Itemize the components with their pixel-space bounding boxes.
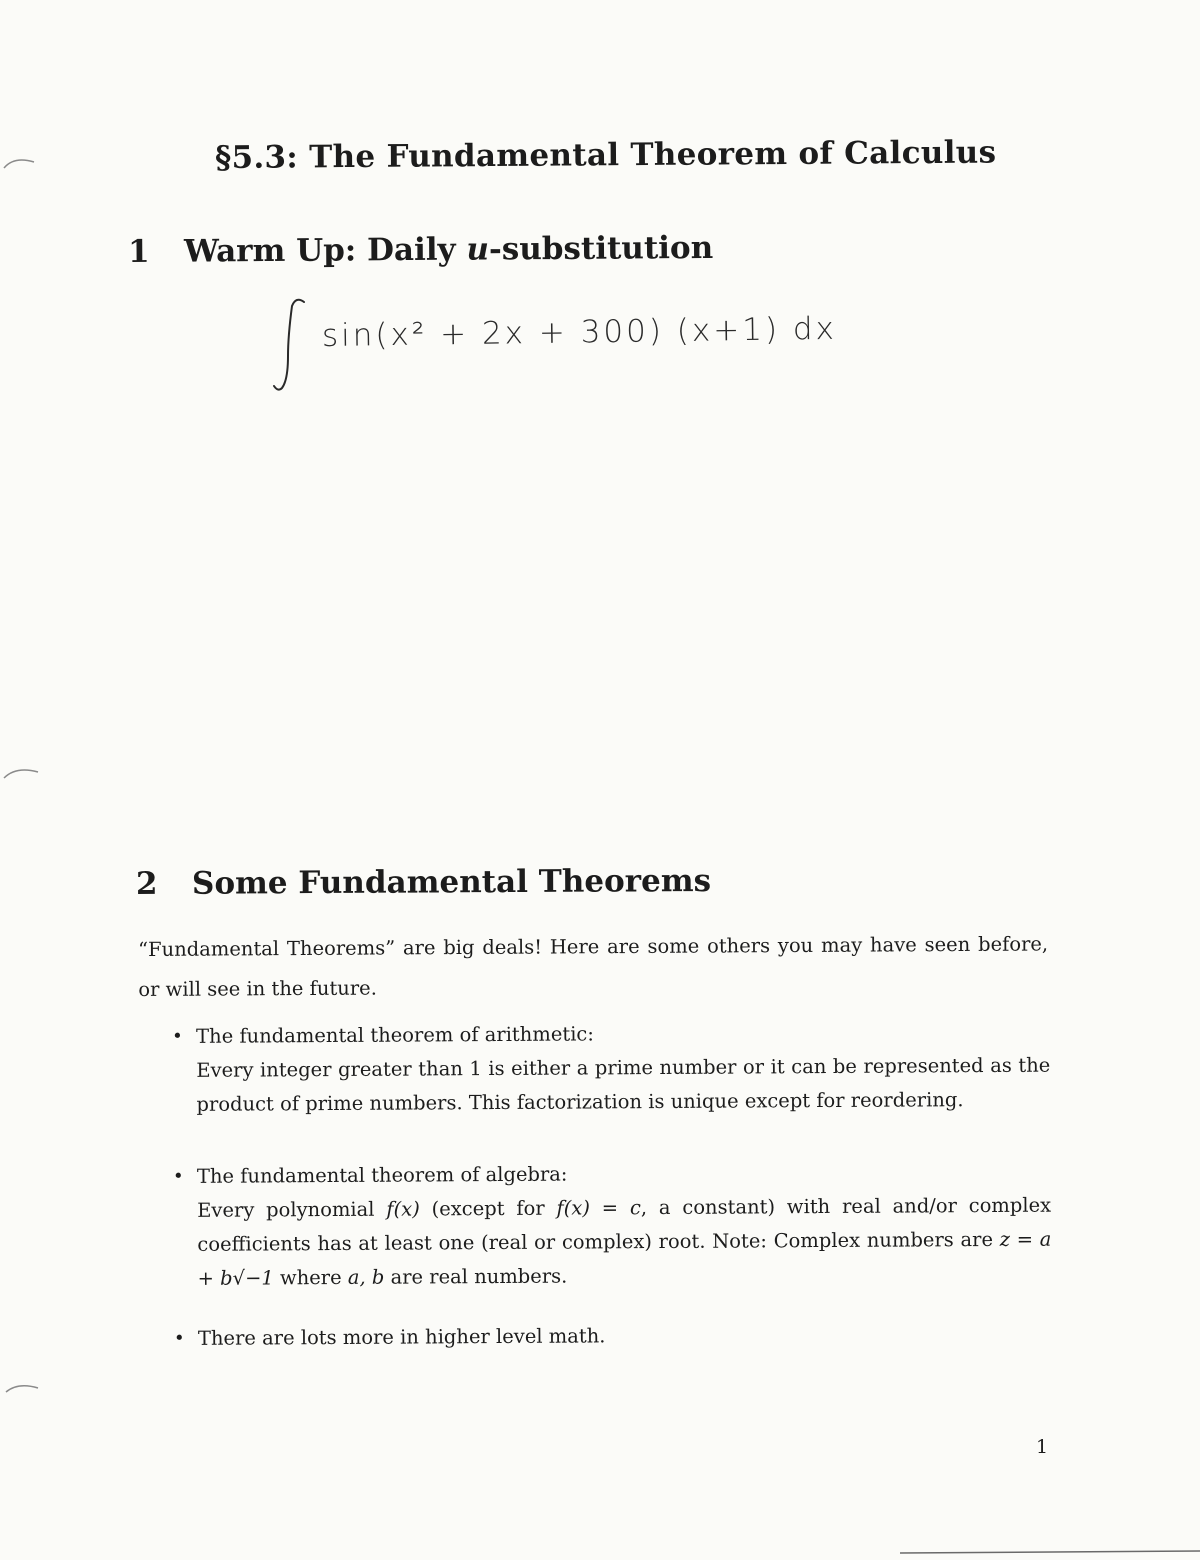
math-complex-number: z = a + b√−1 (197, 1227, 1052, 1290)
list-item (172, 1317, 1052, 1356)
body-text-2: (except for (419, 1196, 557, 1221)
math-fx: f(x) (386, 1197, 420, 1221)
section-2-heading (136, 863, 711, 902)
page-number: 1 (1036, 1436, 1049, 1458)
section-2-heading-text: Some Fundamental Theorems (191, 862, 712, 902)
math-ab: a, b (347, 1265, 385, 1289)
math-fx-constant: f(x) = c (556, 1196, 641, 1220)
body-text-5: are real numbers. (384, 1264, 568, 1289)
bullet-icon: • (172, 1025, 183, 1047)
body-text-4: where (273, 1265, 348, 1290)
bullet-body: Every integer greater than 1 is either a prime number or it can be represented as the product of prime numbers. This factorization is unique except for reordering. (196, 1053, 1051, 1116)
page-title: §5.3: The Fundamental Theorem of Calculus (214, 134, 997, 176)
body-text-1: Every polynomial (197, 1197, 387, 1222)
handwritten-integral (270, 296, 850, 396)
bullet-icon: • (172, 1165, 184, 1187)
bullet-icon: • (173, 1327, 185, 1349)
bullet-title: The fundamental theorem of algebra: (196, 1162, 568, 1188)
section-1-heading (128, 230, 713, 270)
scan-artifact-marks (0, 0, 60, 1560)
list-item (171, 1155, 1052, 1296)
body-text-3: , a constant) with real and/or complex coefficients has at least one (real or complex) root. Note: Complex numbers are (197, 1193, 1052, 1256)
section-1-number: 1 (127, 233, 150, 270)
section-1-heading-post: -substitution (488, 229, 714, 268)
intro-paragraph: “Fundamental Theorems” are big deals! Here are some others you may have seen before, or will see in the future. (138, 932, 1049, 1001)
bullet-title: The fundamental theorem of arithmetic: (196, 1022, 594, 1048)
theorem-list (170, 1015, 1052, 1356)
handwritten-expression: sin(x² + 2x + 300) (x+1) dx (321, 310, 838, 354)
section-2-number: 2 (135, 865, 158, 902)
list-item (170, 1015, 1051, 1122)
scan-bottom-line (900, 1548, 1200, 1558)
bullet-body (197, 1189, 1052, 1296)
integral-sign-icon (270, 296, 320, 396)
bullet-title: There are lots more in higher level math. (197, 1324, 606, 1350)
section-1-heading-math: u (466, 231, 490, 268)
section-1-heading-pre: Warm Up: Daily (183, 231, 467, 270)
